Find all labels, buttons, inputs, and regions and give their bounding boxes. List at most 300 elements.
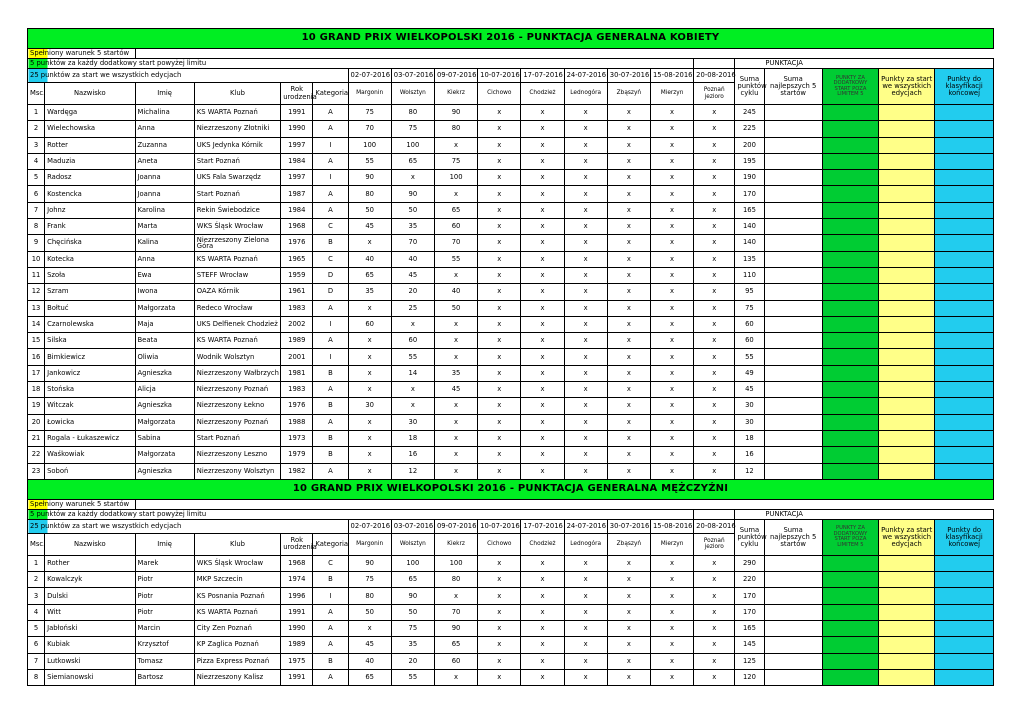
points-cell: 60 — [434, 219, 477, 235]
points-cell: x — [650, 284, 693, 300]
points-cell: x — [694, 251, 735, 267]
wszystkie-cell — [879, 219, 935, 235]
nazwisko-cell: Jabłoński — [45, 621, 135, 637]
koncowa-cell — [935, 447, 994, 463]
legend-yellow: Spełniony warunek 5 startów — [28, 49, 136, 59]
imie-cell: Kalina — [135, 235, 194, 251]
table-row — [28, 300, 994, 316]
points-cell: x — [564, 669, 607, 685]
table-row — [28, 153, 994, 169]
points-cell: x — [521, 170, 564, 186]
points-cell: 50 — [391, 604, 434, 620]
wszystkie-header: Punkty za start we wszystkich edycjach — [879, 69, 935, 105]
points-cell: x — [521, 186, 564, 202]
suma5-cell — [764, 137, 822, 153]
points-cell: x — [564, 414, 607, 430]
suma-cell: 245 — [735, 105, 764, 121]
suma5-cell — [764, 333, 822, 349]
points-cell: x — [694, 105, 735, 121]
points-cell: x — [564, 398, 607, 414]
points-cell: x — [607, 316, 650, 332]
klub-cell: Niezrzeszony Złotniki — [194, 121, 280, 137]
points-cell: x — [478, 121, 521, 137]
points-cell: x — [478, 316, 521, 332]
imie-cell: Bartosz — [135, 669, 194, 685]
points-cell: x — [607, 349, 650, 365]
klub-cell: WKS Śląsk Wrocław — [194, 219, 280, 235]
kategoria-cell: B — [313, 365, 348, 381]
date-header: 17-07-2016 — [521, 69, 564, 83]
points-cell: x — [348, 382, 391, 398]
points-cell: x — [521, 235, 564, 251]
place-header: Cichowo — [478, 83, 521, 105]
msc-cell: 13 — [28, 300, 45, 316]
points-cell: x — [607, 153, 650, 169]
imie-cell: Sabina — [135, 430, 194, 446]
wszystkie-cell — [879, 300, 935, 316]
nazwisko-cell: Maduzia — [45, 153, 135, 169]
points-cell: x — [650, 463, 693, 479]
date-header: 20-08-2016 — [694, 69, 735, 83]
suma5-cell — [764, 365, 822, 381]
points-cell: x — [434, 349, 477, 365]
klub-cell: WKS Śląsk Wrocław — [194, 555, 280, 571]
suma5-cell — [764, 398, 822, 414]
points-cell: x — [607, 186, 650, 202]
points-cell: x — [607, 137, 650, 153]
suma-cell: 30 — [735, 398, 764, 414]
imie-cell: Maja — [135, 316, 194, 332]
wszystkie-cell — [879, 333, 935, 349]
nazwisko-cell: Silska — [45, 333, 135, 349]
wszystkie-cell — [879, 621, 935, 637]
koncowa-cell — [935, 267, 994, 283]
points-cell: x — [650, 202, 693, 218]
msc-cell: 3 — [28, 137, 45, 153]
dodatkowy-cell — [822, 653, 878, 669]
points-cell: 30 — [391, 414, 434, 430]
imie-cell: Piotr — [135, 588, 194, 604]
date-header: 10-07-2016 — [478, 69, 521, 83]
points-cell: x — [650, 349, 693, 365]
points-cell: x — [434, 463, 477, 479]
points-cell: x — [650, 365, 693, 381]
points-cell: x — [434, 267, 477, 283]
points-cell: x — [564, 382, 607, 398]
wszystkie-cell — [879, 572, 935, 588]
points-cell: x — [564, 588, 607, 604]
rok-header: Rok urodzenia — [281, 533, 313, 555]
suma-cell: 195 — [735, 153, 764, 169]
points-cell: 80 — [391, 105, 434, 121]
koncowa-cell — [935, 219, 994, 235]
nazwisko-cell: Radosz — [45, 170, 135, 186]
kategoria-cell: A — [313, 604, 348, 620]
suma5-cell — [764, 669, 822, 685]
points-cell: x — [694, 284, 735, 300]
suma-cell: 60 — [735, 316, 764, 332]
points-cell: x — [564, 621, 607, 637]
table-row — [28, 382, 994, 398]
koncowa-cell — [935, 202, 994, 218]
nazwisko-cell: Witt — [45, 604, 135, 620]
section-title: 10 GRAND PRIX WIELKOPOLSKI 2016 - PUNKTACJA GENERALNA MĘŻCZYŹNI — [28, 479, 994, 499]
points-cell: x — [694, 414, 735, 430]
kategoria-cell: B — [313, 430, 348, 446]
table-row — [28, 621, 994, 637]
suma5-cell — [764, 430, 822, 446]
rok-cell: 2002 — [281, 316, 313, 332]
place-header: Zbąszyń — [607, 533, 650, 555]
points-cell: x — [650, 621, 693, 637]
msc-cell: 9 — [28, 235, 45, 251]
suma-header: Suma punktów cyklu — [735, 519, 764, 555]
points-cell: x — [478, 137, 521, 153]
table-row — [28, 604, 994, 620]
points-cell: x — [650, 572, 693, 588]
kategoria-cell: A — [313, 414, 348, 430]
points-cell: x — [607, 447, 650, 463]
wszystkie-cell — [879, 604, 935, 620]
table-row — [28, 284, 994, 300]
koncowa-cell — [935, 637, 994, 653]
points-cell: x — [478, 604, 521, 620]
date-header: 09-07-2016 — [434, 519, 477, 533]
nazwisko-cell: Szoła — [45, 267, 135, 283]
kategoria-cell: C — [313, 555, 348, 571]
points-cell: 35 — [348, 284, 391, 300]
rok-cell: 1983 — [281, 300, 313, 316]
points-cell: 100 — [348, 137, 391, 153]
points-cell: x — [434, 669, 477, 685]
points-cell: x — [564, 284, 607, 300]
date-header: 02-07-2016 — [348, 519, 391, 533]
koncowa-cell — [935, 349, 994, 365]
points-cell: 16 — [391, 447, 434, 463]
points-cell: x — [650, 121, 693, 137]
wszystkie-cell — [879, 251, 935, 267]
klub-cell: KP Zaglica Poznań — [194, 637, 280, 653]
suma-cell: 170 — [735, 588, 764, 604]
points-cell: x — [521, 284, 564, 300]
nazwisko-header: Nazwisko — [45, 533, 135, 555]
nazwisko-cell: Wardęga — [45, 105, 135, 121]
points-cell: x — [694, 604, 735, 620]
dodatkowy-cell — [822, 251, 878, 267]
points-cell: x — [694, 333, 735, 349]
suma-cell: 290 — [735, 555, 764, 571]
suma5-cell — [764, 621, 822, 637]
kategoria-cell: I — [313, 137, 348, 153]
points-cell: 80 — [434, 572, 477, 588]
dodatkowy-cell — [822, 235, 878, 251]
msc-cell: 19 — [28, 398, 45, 414]
dodatkowy-cell — [822, 572, 878, 588]
wszystkie-cell — [879, 137, 935, 153]
table-row — [28, 235, 994, 251]
koncowa-header: Punkty do klasyfikacji końcowej — [935, 519, 994, 555]
points-cell: x — [607, 572, 650, 588]
points-cell: 45 — [348, 219, 391, 235]
rok-cell: 1989 — [281, 637, 313, 653]
place-header: Wolsztyn — [391, 533, 434, 555]
dodatkowy-cell — [822, 202, 878, 218]
points-cell: 45 — [391, 267, 434, 283]
points-cell: x — [650, 267, 693, 283]
suma5-cell — [764, 414, 822, 430]
imie-cell: Marta — [135, 219, 194, 235]
koncowa-header: Punkty do klasyfikacji końcowej — [935, 69, 994, 105]
suma-cell: 145 — [735, 637, 764, 653]
rok-cell: 1975 — [281, 653, 313, 669]
points-cell: x — [478, 637, 521, 653]
suma-cell: 220 — [735, 572, 764, 588]
msc-header: Msc. — [28, 533, 45, 555]
points-cell: x — [650, 235, 693, 251]
dodatkowy-cell — [822, 365, 878, 381]
points-cell: x — [694, 669, 735, 685]
koncowa-cell — [935, 153, 994, 169]
points-cell: x — [478, 398, 521, 414]
wszystkie-cell — [879, 235, 935, 251]
points-cell: 50 — [348, 604, 391, 620]
suma-cell: 170 — [735, 186, 764, 202]
kategoria-cell: A — [313, 202, 348, 218]
points-cell: 75 — [391, 121, 434, 137]
nazwisko-cell: Kowalczyk — [45, 572, 135, 588]
points-cell: x — [521, 398, 564, 414]
wszystkie-header: Punkty za start we wszystkich edycjach — [879, 519, 935, 555]
place-header: Poznań jezioro — [694, 533, 735, 555]
points-cell: x — [521, 637, 564, 653]
points-cell: 90 — [348, 170, 391, 186]
imie-cell: Agnieszka — [135, 463, 194, 479]
klub-cell: Niezrzeszony Wałbrzych — [194, 365, 280, 381]
points-cell: x — [607, 284, 650, 300]
table-row — [28, 267, 994, 283]
points-cell: x — [564, 316, 607, 332]
nazwisko-cell: Witczak — [45, 398, 135, 414]
points-cell: x — [521, 463, 564, 479]
imie-cell: Agnieszka — [135, 398, 194, 414]
points-cell: 65 — [348, 669, 391, 685]
rok-cell: 1997 — [281, 137, 313, 153]
points-cell: x — [478, 621, 521, 637]
table-row — [28, 202, 994, 218]
points-cell: x — [521, 555, 564, 571]
suma-cell: 60 — [735, 333, 764, 349]
suma-cell: 140 — [735, 235, 764, 251]
points-cell: x — [607, 463, 650, 479]
suma5-cell — [764, 121, 822, 137]
dodatkowy-cell — [822, 170, 878, 186]
points-cell: x — [434, 398, 477, 414]
msc-header: Msc. — [28, 83, 45, 105]
points-cell: x — [650, 186, 693, 202]
klub-cell: Start Poznań — [194, 430, 280, 446]
nazwisko-cell: Lutkowski — [45, 653, 135, 669]
place-header: Mierzyn — [650, 533, 693, 555]
suma-cell: 125 — [735, 653, 764, 669]
koncowa-cell — [935, 235, 994, 251]
points-cell: x — [521, 572, 564, 588]
suma-cell: 140 — [735, 219, 764, 235]
rok-cell: 2001 — [281, 349, 313, 365]
imie-cell: Karolina — [135, 202, 194, 218]
koncowa-cell — [935, 186, 994, 202]
points-cell: 60 — [391, 333, 434, 349]
points-cell: x — [521, 430, 564, 446]
points-cell: x — [564, 137, 607, 153]
points-cell: x — [521, 653, 564, 669]
wszystkie-cell — [879, 447, 935, 463]
dodatkowy-cell — [822, 105, 878, 121]
blank — [694, 509, 735, 519]
points-cell: 12 — [391, 463, 434, 479]
table-row — [28, 333, 994, 349]
points-cell: x — [434, 430, 477, 446]
rok-cell: 1973 — [281, 430, 313, 446]
table-row — [28, 365, 994, 381]
points-cell: x — [478, 153, 521, 169]
suma5-cell — [764, 653, 822, 669]
kategoria-cell: A — [313, 300, 348, 316]
date-header: 20-08-2016 — [694, 519, 735, 533]
points-cell: x — [607, 333, 650, 349]
points-cell: x — [650, 604, 693, 620]
nazwisko-cell: Jankowicz — [45, 365, 135, 381]
imie-cell: Zuzanna — [135, 137, 194, 153]
legend-green: 5 punktów za każdy dodatkowy start powyżej limitu — [28, 509, 694, 519]
points-cell: x — [650, 170, 693, 186]
points-cell: x — [434, 588, 477, 604]
rok-cell: 1991 — [281, 105, 313, 121]
nazwisko-cell: Kostencka — [45, 186, 135, 202]
table-row — [28, 186, 994, 202]
rok-cell: 1982 — [281, 463, 313, 479]
points-cell: x — [478, 365, 521, 381]
place-header: Margonin — [348, 83, 391, 105]
imie-cell: Michalina — [135, 105, 194, 121]
points-cell: x — [478, 430, 521, 446]
wszystkie-cell — [879, 202, 935, 218]
points-cell: x — [564, 170, 607, 186]
suma5-cell — [764, 153, 822, 169]
kategoria-cell: C — [313, 251, 348, 267]
points-cell: x — [694, 202, 735, 218]
kategoria-cell: B — [313, 572, 348, 588]
imie-cell: Marek — [135, 555, 194, 571]
points-cell: x — [348, 235, 391, 251]
table-row — [28, 555, 994, 571]
points-cell: x — [564, 235, 607, 251]
points-cell: x — [564, 267, 607, 283]
table-row — [28, 430, 994, 446]
msc-cell: 5 — [28, 170, 45, 186]
table-row — [28, 219, 994, 235]
points-cell: x — [521, 202, 564, 218]
points-cell: 80 — [434, 121, 477, 137]
punktacja-label: PUNKTACJA — [735, 59, 994, 69]
klub-header: Klub — [194, 533, 280, 555]
suma5-cell — [764, 555, 822, 571]
rok-cell: 1959 — [281, 267, 313, 283]
dodatkowy-cell — [822, 316, 878, 332]
points-cell: x — [694, 637, 735, 653]
klub-cell: STEFF Wrocław — [194, 267, 280, 283]
imie-cell: Agnieszka — [135, 365, 194, 381]
points-cell: x — [650, 219, 693, 235]
points-cell: 65 — [434, 202, 477, 218]
suma-cell: 30 — [735, 414, 764, 430]
points-cell: x — [650, 653, 693, 669]
points-cell: x — [650, 414, 693, 430]
rok-header: Rok urodzenia — [281, 83, 313, 105]
points-cell: x — [694, 382, 735, 398]
suma-cell: 120 — [735, 669, 764, 685]
klub-cell: KS WARTA Poznań — [194, 604, 280, 620]
suma5-cell — [764, 447, 822, 463]
suma-cell: 75 — [735, 300, 764, 316]
wszystkie-cell — [879, 669, 935, 685]
points-cell: x — [434, 414, 477, 430]
legend-cyan: 25 punktów za start we wszystkich edycjach — [28, 519, 349, 533]
imie-cell: Anna — [135, 251, 194, 267]
points-cell: x — [694, 463, 735, 479]
points-cell: x — [521, 349, 564, 365]
points-cell: 100 — [434, 555, 477, 571]
place-header: Kiekrz — [434, 83, 477, 105]
wszystkie-cell — [879, 170, 935, 186]
points-cell: 40 — [348, 653, 391, 669]
points-cell: 60 — [434, 653, 477, 669]
imie-cell: Piotr — [135, 604, 194, 620]
table-row — [28, 121, 994, 137]
points-cell: 75 — [348, 105, 391, 121]
points-cell: x — [478, 669, 521, 685]
points-cell: 45 — [434, 382, 477, 398]
points-cell: 60 — [348, 316, 391, 332]
points-cell: 35 — [391, 219, 434, 235]
msc-cell: 5 — [28, 621, 45, 637]
msc-cell: 15 — [28, 333, 45, 349]
points-cell: x — [478, 382, 521, 398]
klub-cell: Niezrzeszony Poznań — [194, 382, 280, 398]
msc-cell: 23 — [28, 463, 45, 479]
points-cell: x — [607, 105, 650, 121]
points-cell: x — [521, 669, 564, 685]
points-cell: 65 — [391, 153, 434, 169]
points-cell: 35 — [434, 365, 477, 381]
points-cell: x — [650, 669, 693, 685]
points-cell: x — [391, 382, 434, 398]
sheet — [27, 28, 994, 686]
points-cell: x — [564, 555, 607, 571]
place-header: Chodzież — [521, 83, 564, 105]
points-cell: x — [348, 621, 391, 637]
klub-cell: UKS Jedynka Kórnik — [194, 137, 280, 153]
date-header: 24-07-2016 — [564, 69, 607, 83]
nazwisko-cell: Kotecka — [45, 251, 135, 267]
wszystkie-cell — [879, 316, 935, 332]
points-cell: 65 — [391, 572, 434, 588]
nazwisko-cell: Stońska — [45, 382, 135, 398]
klub-cell: Niezrzeszony Łekno — [194, 398, 280, 414]
points-cell: x — [650, 430, 693, 446]
suma5-cell — [764, 186, 822, 202]
points-cell: x — [348, 333, 391, 349]
points-cell: x — [478, 300, 521, 316]
